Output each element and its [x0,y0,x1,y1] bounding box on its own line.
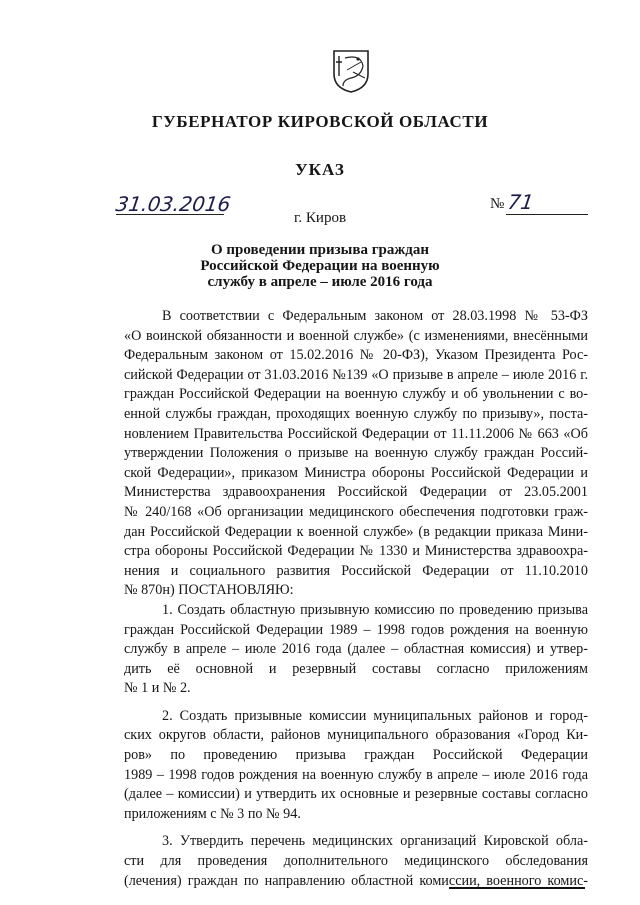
text-line: сти для проведения дополнительного медицинского обследования [124,853,588,870]
text-line: 1. Создать областную призывную комиссию по проведению призыва [162,601,588,618]
text-line: граждан Российской Федерации 1989 – 1998 годов рождения на военную [124,621,588,638]
document-type: УКАЗ [295,160,345,179]
text-line: ской Федерации», приказом Министра обороны Российской Федерации и [124,464,588,481]
authority-title: ГУБЕРНАТОР КИРОВСКОЙ ОБЛАСТИ [151,112,489,131]
paragraph-preamble [124,307,588,601]
text-line: 2. Создать призывные комиссии муниципальных районов и город- [162,707,588,724]
text-line: 3. Утвердить перечень медицинских организаций Кировской обла- [162,833,588,850]
text-line: граждан Российской Федерации на военную службу и об увольнении с во- [124,386,588,403]
number-label: № [490,196,505,212]
paragraph-item-3 [124,832,588,891]
text-line: Федеральным законом от 15.02.2016 № 20-ФЗ), Указом Президента Рос- [124,347,588,364]
paragraph-item-2 [124,707,588,825]
text-line: утверждении Положения о призыве на военную службу граждан Россий- [124,445,588,462]
text-line: новлением Правительства Российской Федерации от 11.11.2006 № 663 «Об [124,425,588,442]
text-line: дить её основной и резервный составы согласно приложениям [124,660,588,677]
document-body [124,307,588,891]
text-line: дан Российской Федерации к военной службе» (в редакции приказа Мини- [124,523,588,540]
text-line: № 870н) ПОСТАНОВЛЯЮ: [124,582,294,599]
document-subject [0,242,640,290]
text-line: № 1 и № 2. [124,680,191,697]
text-line: енной службы граждан, проходящих военную службу по призыву», поста- [124,405,588,422]
footer-rule [449,887,585,889]
paragraph-item-1 [124,601,588,699]
text-line: стра обороны Российской Федерации № 1330 и Министерства здравоохра- [124,543,588,560]
text-line: № 240/168 «Об организации медицинского обеспечения подготовки граж- [124,503,588,520]
text-line: (далее – комиссии) и утвердить их основные и резервные составы согласно [124,786,588,803]
coat-of-arms-icon [331,48,371,94]
subject-line: Российской Федерации на военную [200,258,440,274]
subject-line: О проведении призыва граждан [211,242,429,258]
subject-line: службу в апреле – июле 2016 года [207,274,433,290]
text-line: (лечения) граждан по направлению областной комиссии, военного комис- [124,872,588,889]
text-line: ских округов области, районов муниципального образования «Город Ки- [124,727,588,744]
text-line: 1989 – 1998 годов рождения на военную службу в апреле – июле 2016 года [124,766,588,783]
text-line: приложениям с № 3 по № 94. [124,805,301,822]
city: г. Киров [293,210,347,226]
text-line: нения и социального развития Российской Федерации от 11.10.2010 [124,562,588,579]
text-line: сийской Федерации от 31.03.2016 №139 «О призыве в апреле – июле 2016 г. [124,366,588,383]
text-line: Министерства здравоохранения Российской Федерации от 23.05.2001 [124,484,588,501]
document-number: 71 [506,190,536,214]
text-line: «О воинской обязанности и военной службе» (с изменениями, внесёнными [124,327,588,344]
text-line: В соответствии с Федеральным законом от 28.03.1998 № 53-ФЗ [162,308,588,324]
document-date: 31.03.2016 [114,192,233,216]
text-line: ров» по проведению призыва граждан Российской Федерации [124,747,588,764]
text-line: службу в апреле – июле 2016 года (далее – областная комиссия) и утвер- [124,641,588,658]
